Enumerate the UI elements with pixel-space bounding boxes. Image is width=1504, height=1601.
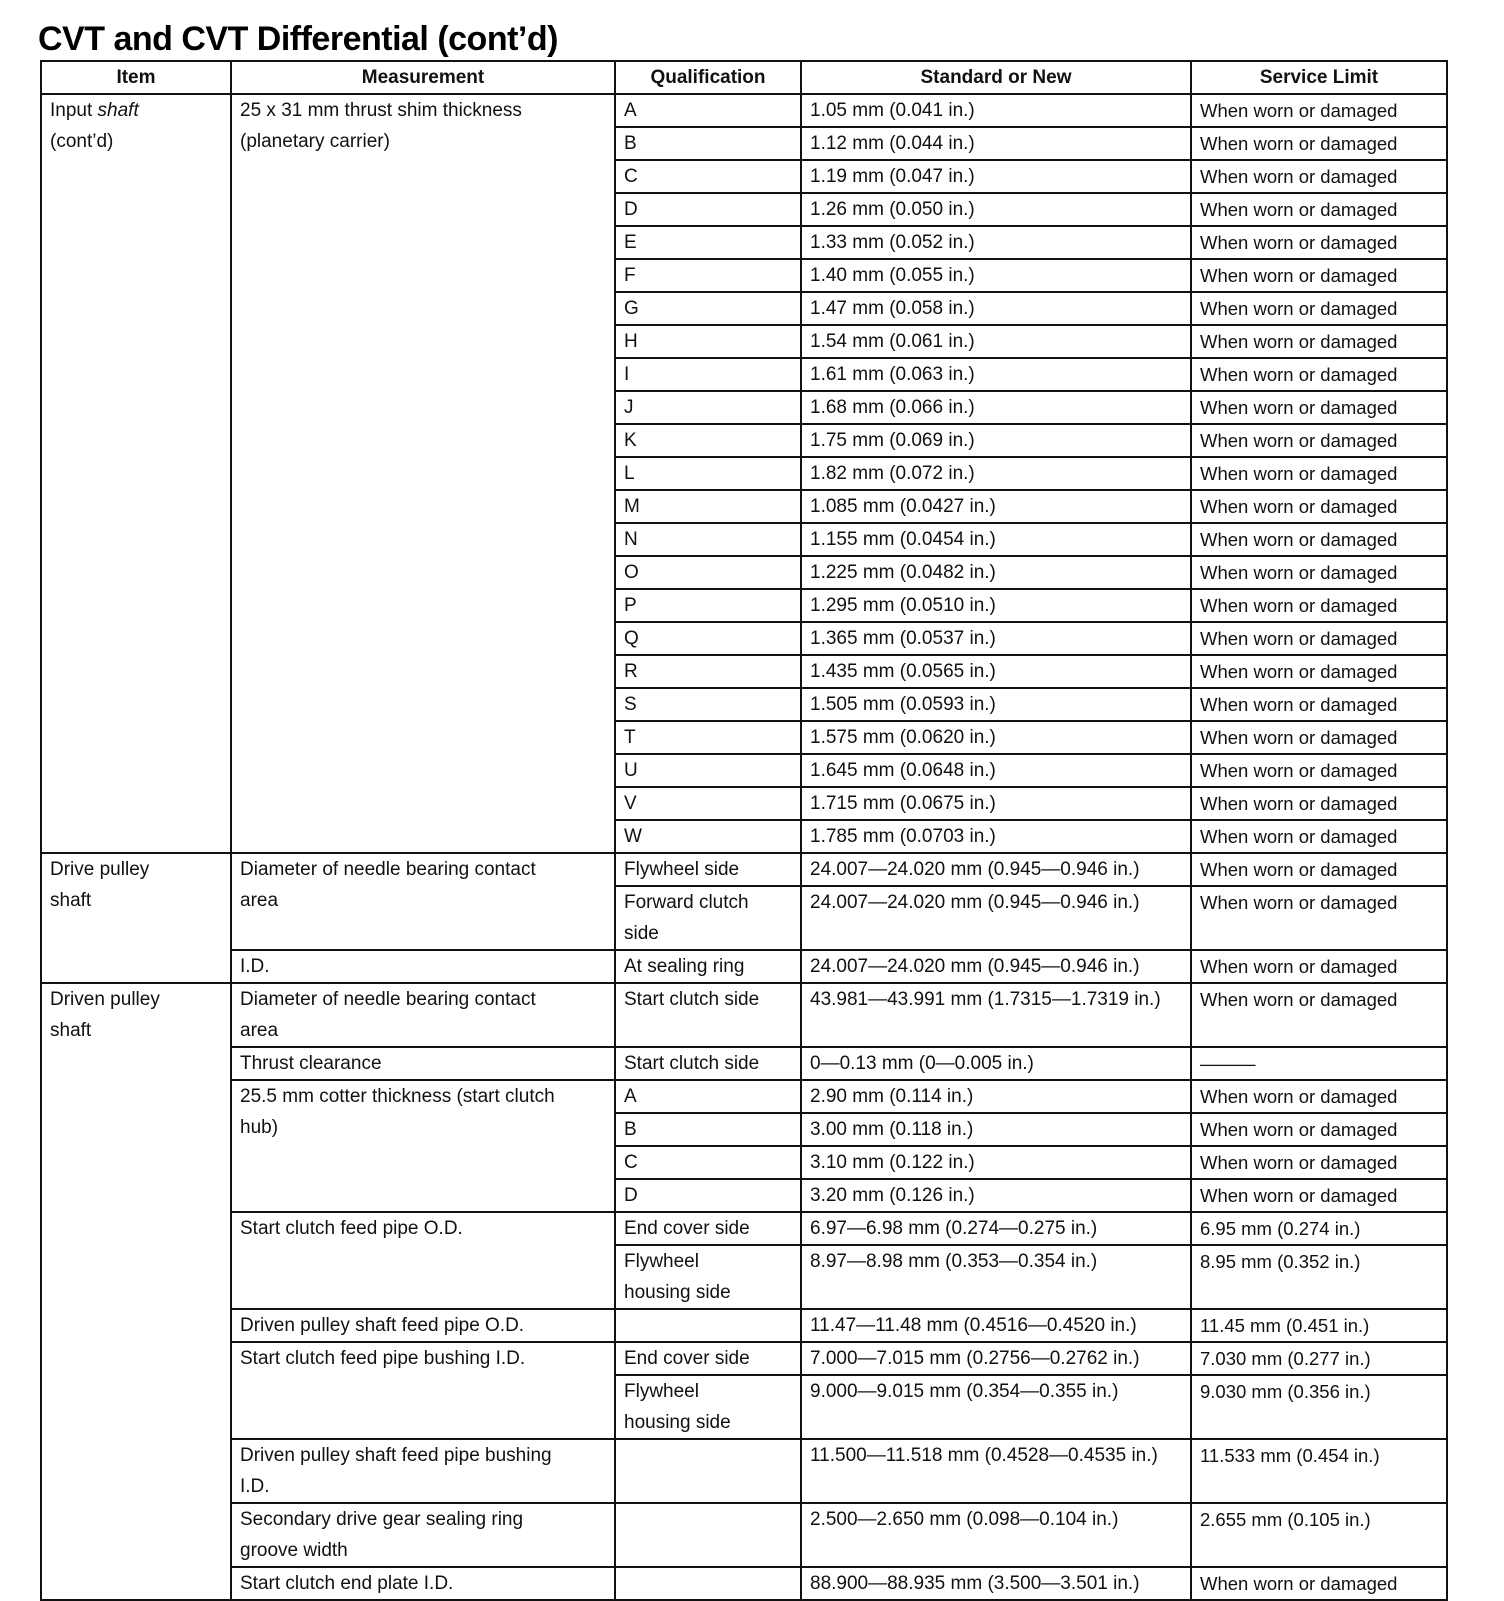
item-cell: Driven pulley shaft [41, 983, 231, 1600]
limit-cell: When worn or damaged [1191, 424, 1447, 457]
standard-cell: 1.54 mm (0.061 in.) [801, 325, 1191, 358]
limit-cell: When worn or damaged [1191, 622, 1447, 655]
standard-cell: 1.505 mm (0.0593 in.) [801, 688, 1191, 721]
standard-cell: 1.33 mm (0.052 in.) [801, 226, 1191, 259]
measurement-cell: 25.5 mm cotter thickness (start clutch hub) [231, 1080, 615, 1212]
qualification-cell: Q [615, 622, 801, 655]
table-row [41, 1567, 1447, 1600]
qualification-cell: W [615, 820, 801, 853]
qualification-cell: D [615, 193, 801, 226]
qualification-cell: Flywheel side [615, 853, 801, 886]
standard-cell: 0—0.13 mm (0—0.005 in.) [801, 1047, 1191, 1080]
limit-cell: When worn or damaged [1191, 655, 1447, 688]
header-item: Item [41, 61, 231, 94]
driven-pulley-group [41, 983, 1447, 1600]
qualification-cell: C [615, 160, 801, 193]
limit-cell: When worn or damaged [1191, 1146, 1447, 1179]
drive-pulley-group [41, 853, 1447, 983]
measurement-cell: Driven pulley shaft feed pipe bushing I.D. [231, 1439, 615, 1503]
standard-cell: 1.155 mm (0.0454 in.) [801, 523, 1191, 556]
standard-cell: 1.715 mm (0.0675 in.) [801, 787, 1191, 820]
qualification-cell: A [615, 94, 801, 127]
measurement-cell: Driven pulley shaft feed pipe O.D. [231, 1309, 615, 1342]
qualification-cell: Flywheel housing side [615, 1375, 801, 1439]
qualification-cell [615, 1567, 801, 1600]
measurement-cell: Start clutch feed pipe O.D. [231, 1212, 615, 1309]
limit-cell: When worn or damaged [1191, 292, 1447, 325]
table-row [41, 1080, 1447, 1113]
standard-cell: 2.500—2.650 mm (0.098—0.104 in.) [801, 1503, 1191, 1567]
measurement-cell: Start clutch end plate I.D. [231, 1567, 615, 1600]
standard-cell: 1.47 mm (0.058 in.) [801, 292, 1191, 325]
limit-cell: When worn or damaged [1191, 820, 1447, 853]
standard-cell: 1.61 mm (0.063 in.) [801, 358, 1191, 391]
qualification-cell: T [615, 721, 801, 754]
qualification-cell: Forward clutch side [615, 886, 801, 950]
qualification-cell: C [615, 1146, 801, 1179]
limit-cell: When worn or damaged [1191, 325, 1447, 358]
limit-cell: When worn or damaged [1191, 1113, 1447, 1146]
limit-cell: When worn or damaged [1191, 589, 1447, 622]
standard-cell: 7.000—7.015 mm (0.2756—0.2762 in.) [801, 1342, 1191, 1375]
standard-cell: 1.645 mm (0.0648 in.) [801, 754, 1191, 787]
qualification-cell: E [615, 226, 801, 259]
limit-cell: 11.533 mm (0.454 in.) [1191, 1439, 1447, 1503]
input-shaft-group [41, 94, 1447, 853]
standard-cell: 1.225 mm (0.0482 in.) [801, 556, 1191, 589]
limit-cell: When worn or damaged [1191, 94, 1447, 127]
qualification-cell: B [615, 1113, 801, 1146]
qualification-cell [615, 1309, 801, 1342]
limit-cell: When worn or damaged [1191, 1080, 1447, 1113]
qualification-cell: At sealing ring [615, 950, 801, 983]
limit-cell: When worn or damaged [1191, 556, 1447, 589]
table-row [41, 1503, 1447, 1567]
standard-cell: 1.12 mm (0.044 in.) [801, 127, 1191, 160]
table-row [41, 950, 1447, 983]
measurement-cell: Diameter of needle bearing contact area [231, 853, 615, 950]
standard-cell: 1.295 mm (0.0510 in.) [801, 589, 1191, 622]
qualification-cell: B [615, 127, 801, 160]
measurement-cell: Secondary drive gear sealing ring groove width [231, 1503, 615, 1567]
standard-cell: 1.085 mm (0.0427 in.) [801, 490, 1191, 523]
standard-cell: 1.435 mm (0.0565 in.) [801, 655, 1191, 688]
limit-cell: When worn or damaged [1191, 391, 1447, 424]
standard-cell: 24.007—24.020 mm (0.945—0.946 in.) [801, 950, 1191, 983]
limit-cell: When worn or damaged [1191, 160, 1447, 193]
qualification-cell: K [615, 424, 801, 457]
item-cell: Drive pulley shaft [41, 853, 231, 983]
qualification-cell: Start clutch side [615, 1047, 801, 1080]
limit-cell: 8.95 mm (0.352 in.) [1191, 1245, 1447, 1309]
qualification-cell: L [615, 457, 801, 490]
standard-cell: 3.20 mm (0.126 in.) [801, 1179, 1191, 1212]
qualification-cell: F [615, 259, 801, 292]
standard-cell: 24.007—24.020 mm (0.945—0.946 in.) [801, 853, 1191, 886]
qualification-cell: U [615, 754, 801, 787]
standard-cell: 11.500—11.518 mm (0.4528—0.4535 in.) [801, 1439, 1191, 1503]
standard-cell: 6.97—6.98 mm (0.274—0.275 in.) [801, 1212, 1191, 1245]
header-row [41, 61, 1447, 94]
standard-cell: 11.47—11.48 mm (0.4516—0.4520 in.) [801, 1309, 1191, 1342]
standard-cell: 2.90 mm (0.114 in.) [801, 1080, 1191, 1113]
qualification-cell: Flywheel housing side [615, 1245, 801, 1309]
limit-cell: ——— [1191, 1047, 1447, 1080]
header-measurement: Measurement [231, 61, 615, 94]
qualification-cell: R [615, 655, 801, 688]
limit-cell: When worn or damaged [1191, 721, 1447, 754]
header-standard: Standard or New [801, 61, 1191, 94]
standard-cell: 1.365 mm (0.0537 in.) [801, 622, 1191, 655]
limit-cell: 7.030 mm (0.277 in.) [1191, 1342, 1447, 1375]
qualification-cell: M [615, 490, 801, 523]
limit-cell: When worn or damaged [1191, 358, 1447, 391]
standard-cell: 1.82 mm (0.072 in.) [801, 457, 1191, 490]
limit-cell: When worn or damaged [1191, 259, 1447, 292]
qualification-cell [615, 1503, 801, 1567]
limit-cell: 11.45 mm (0.451 in.) [1191, 1309, 1447, 1342]
qualification-cell: End cover side [615, 1342, 801, 1375]
table-row [41, 1212, 1447, 1245]
limit-cell: When worn or damaged [1191, 950, 1447, 983]
measurement-cell: Diameter of needle bearing contact area [231, 983, 615, 1047]
limit-cell: When worn or damaged [1191, 1179, 1447, 1212]
qualification-cell: D [615, 1179, 801, 1212]
limit-cell: When worn or damaged [1191, 853, 1447, 886]
limit-cell: When worn or damaged [1191, 787, 1447, 820]
limit-cell: When worn or damaged [1191, 688, 1447, 721]
limit-cell: When worn or damaged [1191, 490, 1447, 523]
standard-cell: 24.007—24.020 mm (0.945—0.946 in.) [801, 886, 1191, 950]
limit-cell: When worn or damaged [1191, 754, 1447, 787]
standard-cell: 88.900—88.935 mm (3.500—3.501 in.) [801, 1567, 1191, 1600]
measurement-cell: Thrust clearance [231, 1047, 615, 1080]
limit-cell: When worn or damaged [1191, 193, 1447, 226]
limit-cell: When worn or damaged [1191, 983, 1447, 1047]
standard-cell: 1.40 mm (0.055 in.) [801, 259, 1191, 292]
standard-cell: 1.75 mm (0.069 in.) [801, 424, 1191, 457]
qualification-cell: P [615, 589, 801, 622]
table-row [41, 1342, 1447, 1375]
standard-cell: 1.575 mm (0.0620 in.) [801, 721, 1191, 754]
standard-cell: 43.981—43.991 mm (1.7315—1.7319 in.) [801, 983, 1191, 1047]
limit-cell: When worn or damaged [1191, 523, 1447, 556]
limit-cell: When worn or damaged [1191, 226, 1447, 259]
limit-cell: When worn or damaged [1191, 1567, 1447, 1600]
table-row [41, 1047, 1447, 1080]
limit-cell: 9.030 mm (0.356 in.) [1191, 1375, 1447, 1439]
qualification-cell: J [615, 391, 801, 424]
qualification-cell: V [615, 787, 801, 820]
table-row [41, 1439, 1447, 1503]
qualification-cell [615, 1439, 801, 1503]
limit-cell: When worn or damaged [1191, 886, 1447, 950]
standard-cell: 1.26 mm (0.050 in.) [801, 193, 1191, 226]
standard-cell: 1.68 mm (0.066 in.) [801, 391, 1191, 424]
header-qualification: Qualification [615, 61, 801, 94]
table-row [41, 94, 1447, 127]
qualification-cell: Start clutch side [615, 983, 801, 1047]
qualification-cell: N [615, 523, 801, 556]
table-row [41, 1309, 1447, 1342]
measurement-cell: Start clutch feed pipe bushing I.D. [231, 1342, 615, 1439]
limit-cell: 6.95 mm (0.274 in.) [1191, 1212, 1447, 1245]
limit-cell: 2.655 mm (0.105 in.) [1191, 1503, 1447, 1567]
standard-cell: 1.785 mm (0.0703 in.) [801, 820, 1191, 853]
standard-cell: 9.000—9.015 mm (0.354—0.355 in.) [801, 1375, 1191, 1439]
standard-cell: 1.19 mm (0.047 in.) [801, 160, 1191, 193]
standard-cell: 8.97—8.98 mm (0.353—0.354 in.) [801, 1245, 1191, 1309]
qualification-cell: End cover side [615, 1212, 801, 1245]
qualification-cell: O [615, 556, 801, 589]
standard-cell: 1.05 mm (0.041 in.) [801, 94, 1191, 127]
table-row [41, 853, 1447, 886]
table-row [41, 983, 1447, 1047]
page-title: CVT and CVT Differential (cont’d) [38, 20, 558, 58]
standard-cell: 3.00 mm (0.118 in.) [801, 1113, 1191, 1146]
limit-cell: When worn or damaged [1191, 127, 1447, 160]
qualification-cell: I [615, 358, 801, 391]
measurement-cell: 25 x 31 mm thrust shim thickness (planetary carrier) [231, 94, 615, 853]
header-service-limit: Service Limit [1191, 61, 1447, 94]
limit-cell: When worn or damaged [1191, 457, 1447, 490]
standard-cell: 3.10 mm (0.122 in.) [801, 1146, 1191, 1179]
qualification-cell: A [615, 1080, 801, 1113]
item-cell: Input shaft (cont’d) [41, 94, 231, 853]
measurement-cell: I.D. [231, 950, 615, 983]
qualification-cell: S [615, 688, 801, 721]
specification-table [40, 60, 1448, 1601]
qualification-cell: G [615, 292, 801, 325]
qualification-cell: H [615, 325, 801, 358]
